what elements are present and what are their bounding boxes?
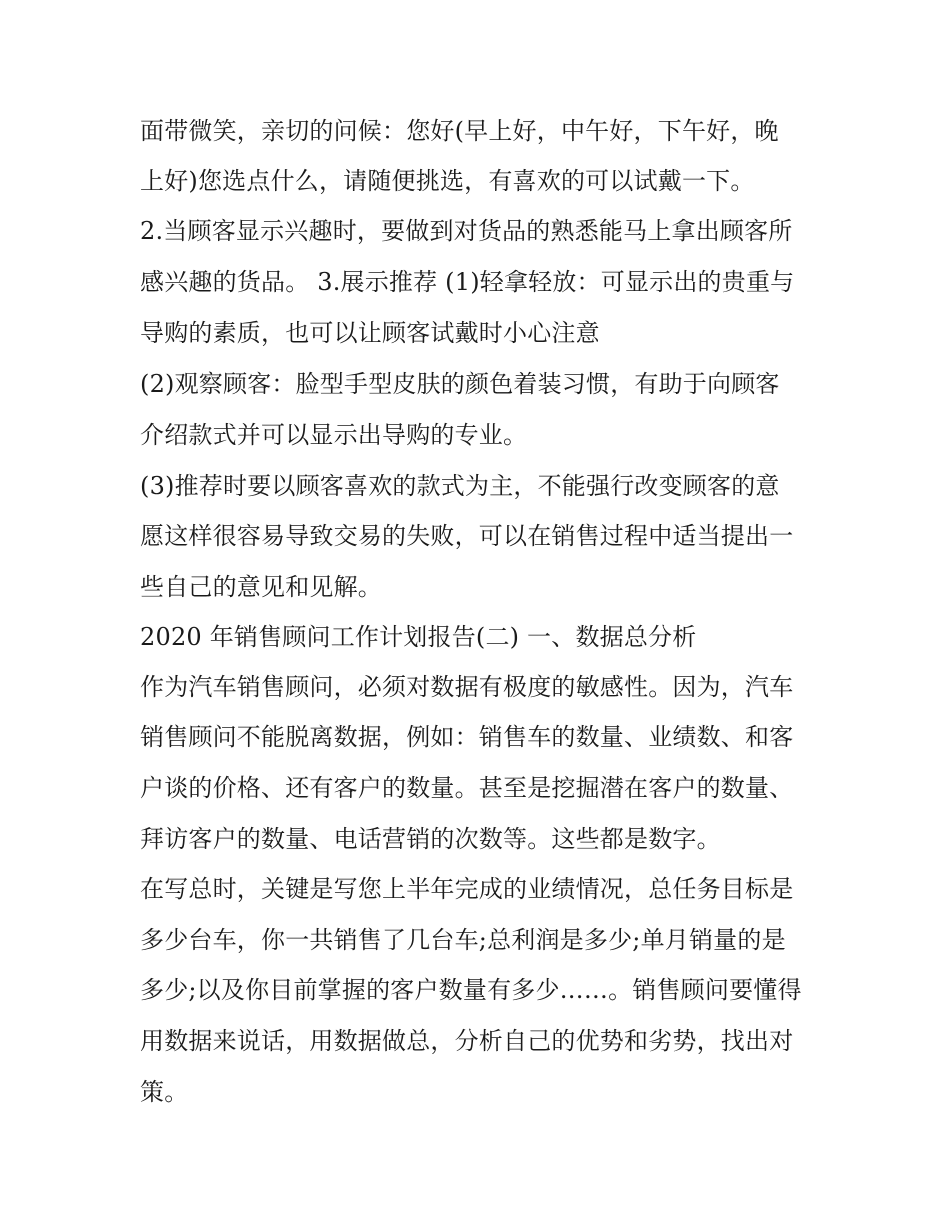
text-line: 户谈的价格、还有客户的数量。甚至是挖掘潜在客户的数量、 (140, 774, 794, 802)
text-line: 多少台车，你一共销售了几台车;总利润是多少;单月销量的是 (140, 926, 786, 954)
text-line: (2)观察顾客：脸型手型皮肤的颜色着装习惯，有助于向顾客 (140, 370, 780, 398)
text-line: 销售顾问不能脱离数据，例如：销售车的数量、业绩数、和客 (140, 723, 794, 751)
section-heading: 2020 年销售顾问工作计划报告(二) 一、数据总分析 (140, 623, 697, 651)
text-line: 拜访客户的数量、电话营销的次数等。这些都是数字。 (140, 825, 721, 853)
text-line: 2.当顾客显示兴趣时，要做到对货品的熟悉能马上拿出顾客所 (140, 217, 793, 245)
text-line: 面带微笑，亲切的问候：您好(早上好，中午好，下午好，晚 (140, 117, 779, 145)
text-line: 愿这样很容易导致交易的失败，可以在销售过程中适当提出一 (140, 522, 794, 550)
text-line: 上好)您选点什么，请随便挑选，有喜欢的可以试戴一下。 (140, 167, 755, 195)
text-line: 策。 (140, 1078, 189, 1106)
text-line: 感兴趣的货品。 3.展示推荐 (1)轻拿轻放：可显示出的贵重与 (140, 268, 795, 296)
text-line: 导购的素质，也可以让顾客试戴时小心注意 (140, 319, 600, 347)
text-line: 在写总时，关键是写您上半年完成的业绩情况，总任务目标是 (140, 875, 794, 903)
text-line: (3)推荐时要以顾客喜欢的款式为主，不能强行改变顾客的意 (140, 472, 780, 500)
text-line: 介绍款式并可以显示出导购的专业。 (140, 421, 528, 449)
text-line: 作为汽车销售顾问，必须对数据有极度的敏感性。因为，汽车 (140, 673, 794, 701)
text-line: 些自己的意见和见解。 (140, 573, 382, 601)
text-line: 多少;以及你目前掌握的客户数量有多少……。销售顾问要懂得 (140, 976, 802, 1004)
text-line: 用数据来说话，用数据做总，分析自己的优势和劣势，找出对 (140, 1027, 794, 1055)
